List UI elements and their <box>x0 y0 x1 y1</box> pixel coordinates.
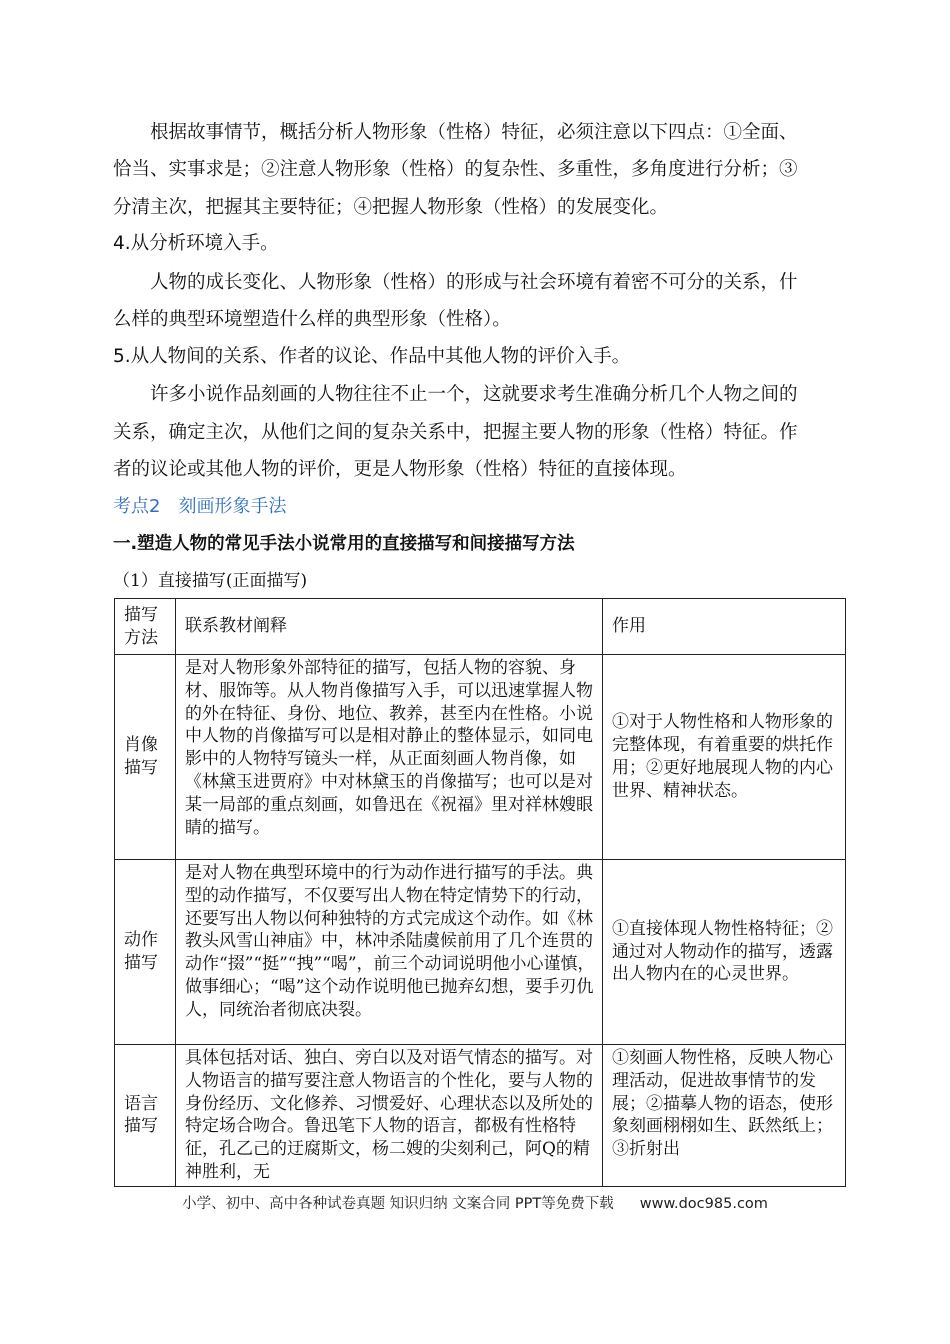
kaodian-heading: 考点2 刻画形象手法 <box>113 496 287 517</box>
row-method: 肖像描写 <box>115 655 176 860</box>
row-explain: 是对人物在典型环境中的行为动作进行描写的手法。典型的动作描写，不仅要写出人物在特定情势下的行动，还要写出人物以何种独特的方式完成这个动作。如《林教头风雪山神庙》中，林冲杀陆虞候前用了几个连贯的动作“掇”“挺”“拽”“喝”，前三个动词说明他小心谨慎，做事细心；“喝”这个动作说明他已抛弃幻想，要手刃仇人，同统治者彻底决裂。 <box>176 860 603 1045</box>
row-effect: ①直接体现人物性格特征；②通过对人物动作的描写，透露出人物内在的心灵世界。 <box>603 860 846 1045</box>
header-effect: 作用 <box>603 599 846 655</box>
row-method: 语言描写 <box>115 1045 176 1187</box>
header-method: 描写方法 <box>115 599 176 655</box>
footer-url[interactable]: www.doc985.com <box>639 1196 768 1212</box>
paragraph-line: 者的议论或其他人物的评价，更是人物形象（性格）特征的直接体现。 <box>113 459 687 480</box>
paragraph-line: 分清主次，把握其主要特征；④把握人物形象（性格）的发展变化。 <box>113 197 669 218</box>
page-footer <box>0 1192 950 1213</box>
heading-4: 4.从分析环境入手。 <box>113 233 279 254</box>
table-row <box>115 655 846 860</box>
paragraph-line: 关系，确定主次，从他们之间的复杂关系中，把握主要人物的形象（性格）特征。作 <box>113 422 798 443</box>
row-effect: ①刻画人物性格，反映人物心理活动，促进故事情节的发展；②描摹人物的语态，使形象刻画栩栩如生、跃然纸上；③折射出 <box>603 1045 846 1187</box>
row-method: 动作描写 <box>115 860 176 1045</box>
table-row <box>115 860 846 1045</box>
header-explain: 联系教材阐释 <box>176 599 603 655</box>
paragraph-line: 根据故事情节，概括分析人物形象（性格）特征，必须注意以下四点：①全面、 <box>150 122 798 143</box>
section-title: 一.塑造人物的常见手法小说常用的直接描写和间接描写方法 <box>113 534 575 554</box>
row-explain: 具体包括对话、独白、旁白以及对语气情态的描写。对人物语言的描写要注意人物语言的个性化，要与人物的身份经历、文化修养、习惯爱好、心理状态以及所处的特定场合吻合。鲁迅笔下人物的语言，都极有性格特征，孔乙己的迂腐斯文，杨二嫂的尖刻利己，阿Q的精神胜利，无 <box>176 1045 603 1187</box>
paragraph-line: 许多小说作品刻画的人物往往不止一个，这就要求考生准确分析几个人物之间的 <box>150 384 798 405</box>
paragraph-line: 人物的成长变化、人物形象（性格）的形成与社会环境有着密不可分的关系，什 <box>150 272 798 293</box>
heading-5: 5.从人物间的关系、作者的议论、作品中其他人物的评价入手。 <box>113 346 631 367</box>
subsection-title: （1）直接描写(正面描写) <box>113 571 308 591</box>
description-table <box>114 598 846 1187</box>
paragraph-line: 么样的典型环境塑造什么样的典型形象（性格）。 <box>113 309 511 330</box>
paragraph-line: 恰当、实事求是；②注意人物形象（性格）的复杂性、多重性，多角度进行分析；③ <box>113 159 798 180</box>
row-explain: 是对人物形象外部特征的描写，包括人物的容貌、身材、服饰等。从人物肖像描写入手，可以迅速掌握人物的外在特征、身份、地位、教养，甚至内在性格。小说中人物的肖像描写可以是相对静止的整体显示，如同电影中的人物特写镜头一样，从正面刻画人物肖像，如《林黛玉进贾府》中对林黛玉的肖像描写；也可以是对某一局部的重点刻画，如鲁迅在《祝福》里对祥林嫂眼睛的描写。 <box>176 655 603 860</box>
footer-text: 小学、初中、高中各种试卷真题 知识归纳 文案合同 PPT等免费下载 <box>182 1196 614 1212</box>
row-effect: ①对于人物性格和人物形象的完整体现，有着重要的烘托作用；②更好地展现人物的内心世界、精神状态。 <box>603 655 846 860</box>
table-row <box>115 1045 846 1187</box>
table-header-row <box>115 599 846 655</box>
